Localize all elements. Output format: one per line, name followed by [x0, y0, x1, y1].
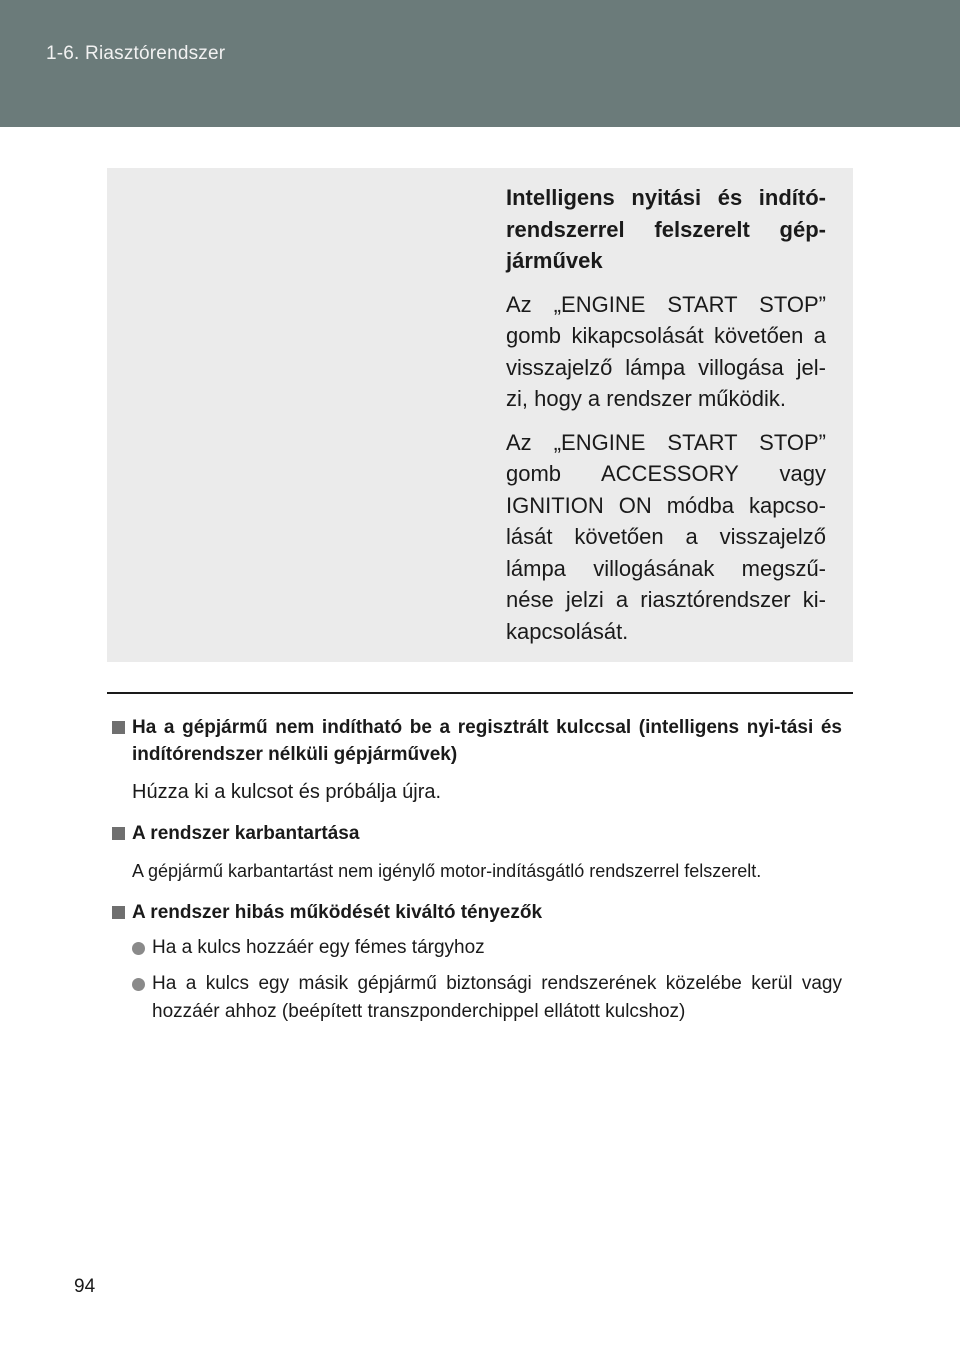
section-heading-text: A rendszer hibás működését kiváltó tényezők: [132, 902, 543, 923]
divider-line: [107, 692, 853, 694]
square-bullet-icon: [112, 906, 125, 919]
info-box-paragraph-2: Az „ENGINE START STOP” gomb ACCESSORY vagy IGNITION ON módba kapcso-lását követően a visszajelző lámpa villogásának megszű-nése jelzi a riasztórendszer ki-kapcsolását.: [506, 429, 826, 644]
info-box-heading: Intelligens nyitási és indító-rendszerrel felszerelt gép-járművek: [506, 185, 826, 273]
list-item: [112, 934, 842, 962]
section-heading: [112, 820, 842, 847]
circle-bullet-icon: [132, 978, 145, 991]
info-box-text: [506, 182, 826, 659]
info-box: [107, 168, 853, 662]
list-item: [112, 970, 842, 1026]
circle-bullet-icon: [132, 942, 145, 955]
page-number: 94: [74, 1276, 96, 1297]
page-header: [0, 0, 960, 127]
section-text: Húzza ki a kulcsot és próbálja újra.: [132, 781, 442, 803]
list-item-text: Ha a kulcs hozzáér egy fémes tárgyhoz: [152, 937, 485, 958]
section-text: A gépjármű karbantartást nem igénylő motor-indításgátló rendszerrel felszerelt.: [132, 861, 762, 881]
section-label: 1-6. Riasztórendszer: [46, 43, 226, 64]
list-item-text: Ha a kulcs egy másik gépjármű biztonsági rendszerének közelébe kerül vagy hozzáér ahhoz (beépített transzponderchippel ellátott kulcshoz): [152, 973, 842, 1022]
section-heading: [112, 714, 842, 768]
section-heading-text: Ha a gépjármű nem indítható be a regisztrált kulccsal (intelligens nyi-tási és indítórendszer nélküli gépjárművek): [132, 717, 842, 765]
section-heading: [112, 899, 842, 926]
content-sections: [112, 714, 842, 1030]
square-bullet-icon: [112, 827, 125, 840]
section-heading-text: A rendszer karbantartása: [132, 823, 360, 844]
square-bullet-icon: [112, 721, 125, 734]
info-box-paragraph-1: Az „ENGINE START STOP” gomb kikapcsolását követően a visszajelző lámpa villogása jel-zi, hogy a rendszer működik.: [506, 291, 826, 411]
